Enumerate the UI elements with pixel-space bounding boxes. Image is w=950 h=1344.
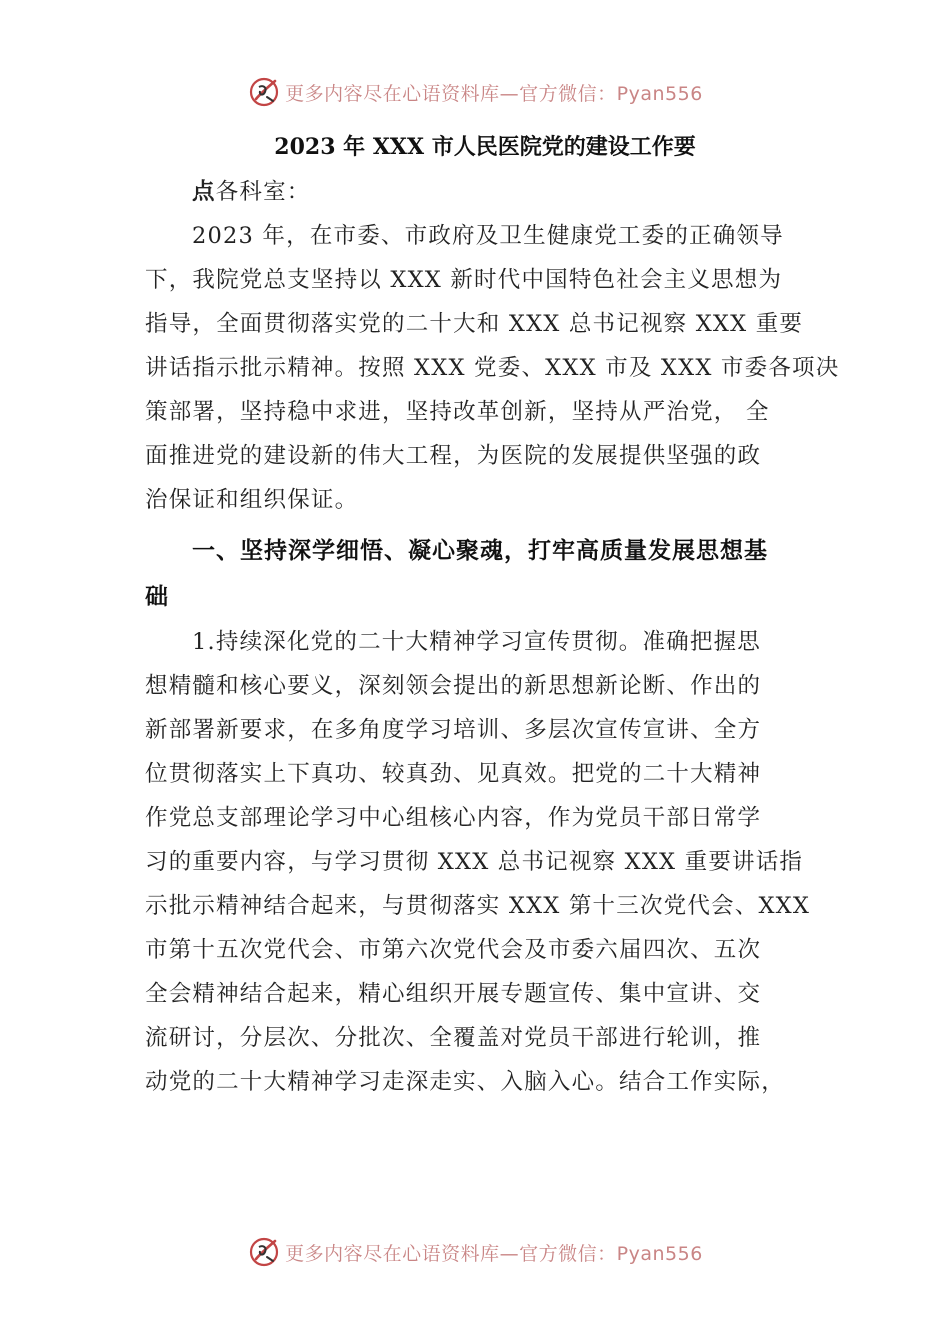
section-heading-line: 一、坚持深学细悟、凝心聚魂，打牢高质量发展思想基 — [192, 537, 768, 564]
body-line: 市第十五次党代会、市第六次党代会及市委六届四次、五次 — [145, 937, 762, 963]
intro-line: 面推进党的建设新的伟大工程，为医院的发展提供坚强的政 — [145, 443, 762, 469]
section-1-heading — [145, 528, 825, 620]
watermark-header — [0, 72, 950, 112]
salutation-text: 各科室： — [215, 179, 311, 205]
intro-line: 治保证和组织保证。 — [145, 487, 359, 513]
body-line: 位贯彻落实上下真功、较真劲、见真效。把党的二十大精神 — [145, 761, 762, 787]
brush-circle-logo-icon — [247, 75, 281, 109]
watermark-footer — [0, 1232, 950, 1272]
intro-line: 下，我院党总支坚持以 XXX 新时代中国特色社会主义思想为 — [145, 267, 783, 293]
intro-line: 策部署，坚持稳中求进，坚持改革创新，坚持从严治党， 全 — [145, 399, 770, 425]
salutation-bold: 点 — [192, 179, 216, 205]
section-heading-line: 础 — [145, 583, 169, 610]
watermark-text: 更多内容尽在心语资料库—官方微信：Pyan556 — [285, 82, 703, 105]
body-line: 作党总支部理论学习中心组核心内容，作为党员干部日常学 — [145, 805, 762, 831]
intro-line: 讲话指示批示精神。按照 XXX 党委、XXX 市及 XXX 市委各项决 — [145, 355, 840, 381]
intro-line: 2023 年，在市委、市政府及卫生健康党工委的正确领导 — [192, 223, 784, 249]
body-line: 想精髓和核心要义，深刻领会提出的新思想新论断、作出的 — [145, 673, 762, 699]
body-line: 流研讨，分层次、分批次、全覆盖对党员干部进行轮训，推 — [145, 1025, 762, 1051]
intro-paragraph — [145, 214, 840, 522]
document-title: 2023 年 XXX 市人民医院党的建设工作要 — [274, 134, 696, 160]
body-line: 全会精神结合起来，精心组织开展专题宣传、集中宣讲、交 — [145, 981, 762, 1007]
body-line: 1.持续深化党的二十大精神学习宣传贯彻。准确把握思 — [192, 629, 761, 655]
intro-line: 指导，全面贯彻落实党的二十大和 XXX 总书记视察 XXX 重要 — [145, 311, 804, 337]
body-line: 示批示精神结合起来，与贯彻落实 XXX 第十三次党代会、XXX — [145, 893, 811, 919]
watermark-text: 更多内容尽在心语资料库—官方微信：Pyan556 — [285, 1242, 703, 1265]
body-line: 新部署新要求，在多角度学习培训、多层次宣传宣讲、全方 — [145, 717, 762, 743]
brush-circle-logo-icon — [247, 1235, 281, 1269]
body-line: 习的重要内容，与学习贯彻 XXX 总书记视察 XXX 重要讲话指 — [145, 849, 804, 875]
document-body — [145, 170, 840, 1104]
salutation — [145, 170, 825, 214]
body-line: 动党的二十大精神学习走深走实、入脑入心。结合工作实际， — [145, 1069, 785, 1095]
section-1-paragraph — [145, 620, 825, 1104]
